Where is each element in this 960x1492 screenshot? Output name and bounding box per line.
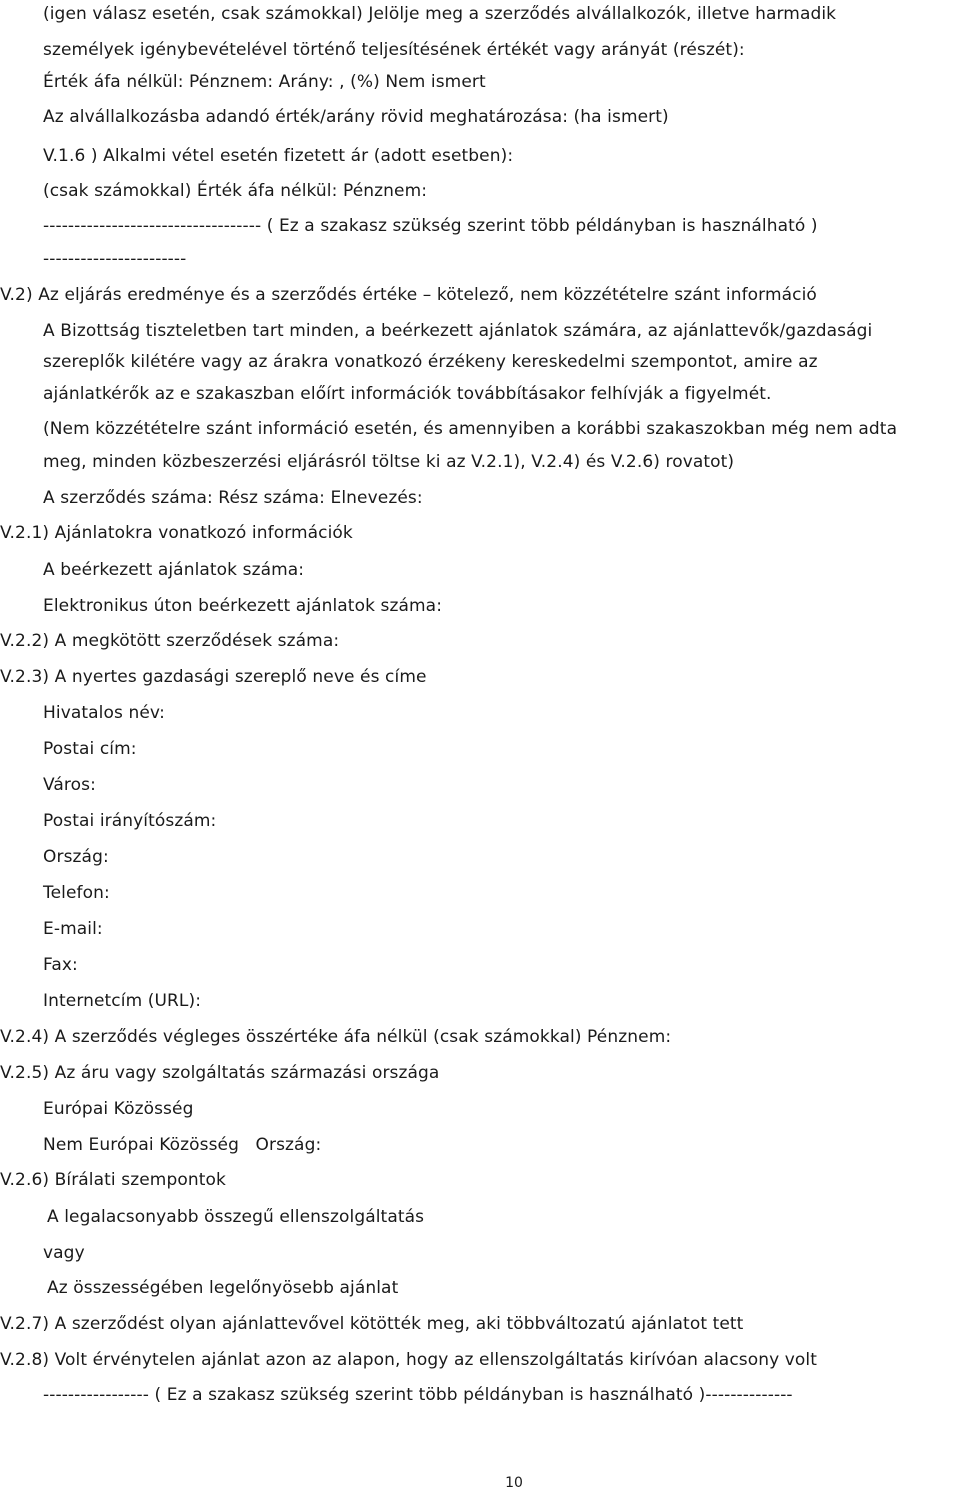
section-v26-heading: V.2.6) Bírálati szempontok (0, 1170, 226, 1190)
field-fax: Fax: (43, 955, 78, 975)
separator-continuation: ----------------------- (43, 249, 187, 269)
section-v25-heading: V.2.5) Az áru vagy szolgáltatás származási országa (0, 1063, 440, 1083)
section-v16-heading: V.1.6 ) Alkalmi vétel esetén fizetett ár (adott esetben): (43, 146, 514, 166)
intro-line-3: Érték áfa nélkül: Pénznem: Arány: , (%) Nem ismert (43, 72, 486, 92)
note-line-1: (Nem közzétételre szánt információ esetén, és amennyiben a korábbi szakaszokban még nem adta (43, 419, 898, 439)
field-email: E-mail: (43, 919, 103, 939)
section-v27-heading: V.2.7) A szerződést olyan ajánlattevővel kötötték meg, aki többváltozatú ajánlatot tett (0, 1314, 744, 1334)
option-or-text: vagy (43, 1243, 85, 1263)
section-v2-heading: V.2) Az eljárás eredménye és a szerződés értéke – kötelező, nem közzétételre szánt információ (0, 285, 817, 305)
option-most-advantageous: Az összességében legelőnyösebb ajánlat (47, 1278, 399, 1298)
option-lowest-price: A legalacsonyabb összegű ellenszolgáltatás (47, 1207, 425, 1227)
intro-line-4: Az alvállalkozásba adandó érték/arány rövid meghatározása: (ha ismert) (43, 107, 669, 127)
notice-line-1: A Bizottság tiszteletben tart minden, a beérkezett ajánlatok számára, az ajánlattevők/gazdasági (43, 321, 873, 341)
note-line-2: meg, minden közbeszerzési eljárásról töltse ki az V.2.1), V.2.4) és V.2.6) rovatot) (43, 452, 735, 472)
section-v28-heading: V.2.8) Volt érvénytelen ajánlat azon az alapon, hogy az ellenszolgáltatás kirívóan alacsony volt (0, 1350, 818, 1370)
intro-line-2: személyek igénybevételével történő teljesítésének értékét vagy arányát (részét): (43, 40, 745, 60)
notice-line-2: szereplők kilétére vagy az árakra vonatkozó érzékeny kereskedelmi szempontot, amire az (43, 352, 818, 372)
page-number: 10 (505, 1475, 523, 1491)
closing-separator: ----------------- ( Ez a szakasz szükség szerint több példányban is használható )-------------- (43, 1385, 793, 1405)
field-postal-code: Postai irányítószám: (43, 811, 217, 831)
section-v22-heading: V.2.2) A megkötött szerződések száma: (0, 631, 340, 651)
electronic-offers-field: Elektronikus úton beérkezett ajánlatok száma: (43, 596, 443, 616)
contract-info-line: A szerződés száma: Rész száma: Elnevezés: (43, 488, 423, 508)
notice-line-3: ajánlatkérők az e szakaszban előírt információk továbbításakor felhívják a figyelmét. (43, 384, 772, 404)
repeat-section-separator: ----------------------------------- ( Ez a szakasz szükség szerint több példányban is használható ) (43, 216, 818, 236)
option-european-community: Európai Közösség (43, 1099, 194, 1119)
section-v24-heading: V.2.4) A szerződés végleges összértéke áfa nélkül (csak számokkal) Pénznem: (0, 1027, 672, 1047)
field-telephone: Telefon: (43, 883, 110, 903)
section-v23-heading: V.2.3) A nyertes gazdasági szereplő neve és címe (0, 667, 427, 687)
section-v21-heading: V.2.1) Ajánlatokra vonatkozó információk (0, 523, 353, 543)
intro-line-6: (csak számokkal) Érték áfa nélkül: Pénznem: (43, 181, 428, 201)
field-country: Ország: (43, 847, 109, 867)
option-non-european-community: Nem Európai Közösség Ország: (43, 1135, 322, 1155)
field-official-name: Hivatalos név: (43, 703, 165, 723)
field-city: Város: (43, 775, 96, 795)
field-postal-address: Postai cím: (43, 739, 137, 759)
intro-line-1: (igen válasz esetén, csak számokkal) Jelölje meg a szerződés alvállalkozók, illetve harmadik (43, 4, 837, 24)
field-url: Internetcím (URL): (43, 991, 202, 1011)
received-offers-field: A beérkezett ajánlatok száma: (43, 560, 305, 580)
